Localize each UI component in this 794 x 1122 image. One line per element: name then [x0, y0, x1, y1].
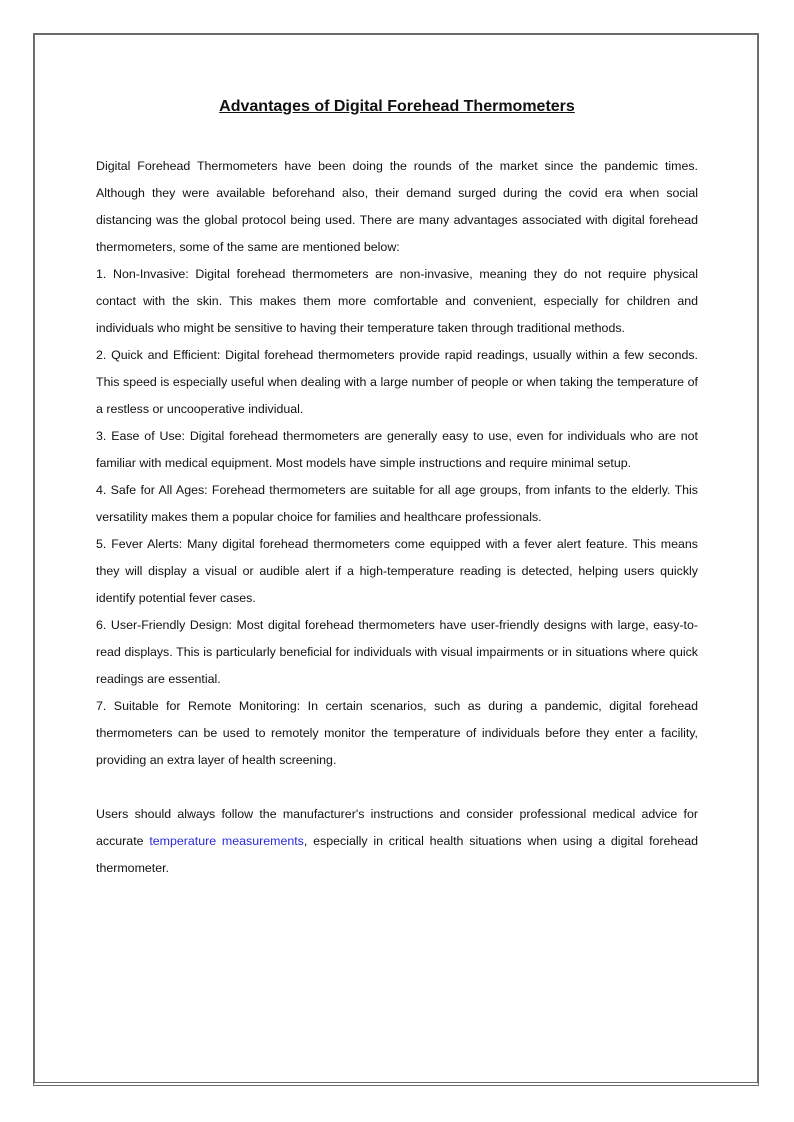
- list-item: 2. Quick and Efficient: Digital forehead thermometers provide rapid readings, usually within a few seconds. This speed is especially useful when dealing with a large number of people or when taking the temperature of a restless or uncooperative individual.: [96, 348, 698, 416]
- closing-text-after: , especially in critical health situations when using a digital forehead thermometer.: [96, 834, 699, 875]
- list-item: 6. User-Friendly Design: Most digital forehead thermometers have user-friendly designs with large, easy-to-read displays. This is particularly beneficial for individuals with visual impairments or in situations where quick readings are essential.: [96, 618, 698, 686]
- list-item: 5. Fever Alerts: Many digital forehead thermometers come equipped with a fever alert feature. This means they will display a visual or audible alert if a high-temperature reading is detected, helping users quickly identify potential fever cases.: [96, 537, 698, 605]
- closing-paragraph: [96, 801, 698, 882]
- list-item: 7. Suitable for Remote Monitoring: In certain scenarios, such as during a pandemic, digital forehead thermometers can be used to remotely monitor the temperature of individuals before they enter a facility, providing an extra layer of health screening.: [96, 699, 698, 767]
- list-item: 1. Non-Invasive: Digital forehead thermometers are non-invasive, meaning they do not require physical contact with the skin. This makes them more comfortable and convenient, especially for children and individuals who might be sensitive to having their temperature taken through traditional methods.: [96, 267, 698, 335]
- document-body: [96, 153, 698, 882]
- closing-text-before: Users should always follow the manufacturer's instructions and consider professional medical advice for accurate: [96, 807, 698, 848]
- temperature-measurements-link[interactable]: temperature measurements: [149, 834, 304, 848]
- intro-paragraph: Digital Forehead Thermometers have been doing the rounds of the market since the pandemic times. Although they were available beforehand also, their demand surged during the covid era when social distancing was the global protocol being used. There are many advantages associated with digital forehead thermometers, some of the same are mentioned below:: [96, 159, 698, 254]
- list-item: 4. Safe for All Ages: Forehead thermometers are suitable for all age groups, from infants to the elderly. This versatility makes them a popular choice for families and healthcare professionals.: [96, 483, 698, 524]
- page-title: Advantages of Digital Forehead Thermometers: [219, 98, 575, 115]
- list-item: 3. Ease of Use: Digital forehead thermometers are generally easy to use, even for individuals who are not familiar with medical equipment. Most models have simple instructions and require minimal setup.: [96, 429, 698, 470]
